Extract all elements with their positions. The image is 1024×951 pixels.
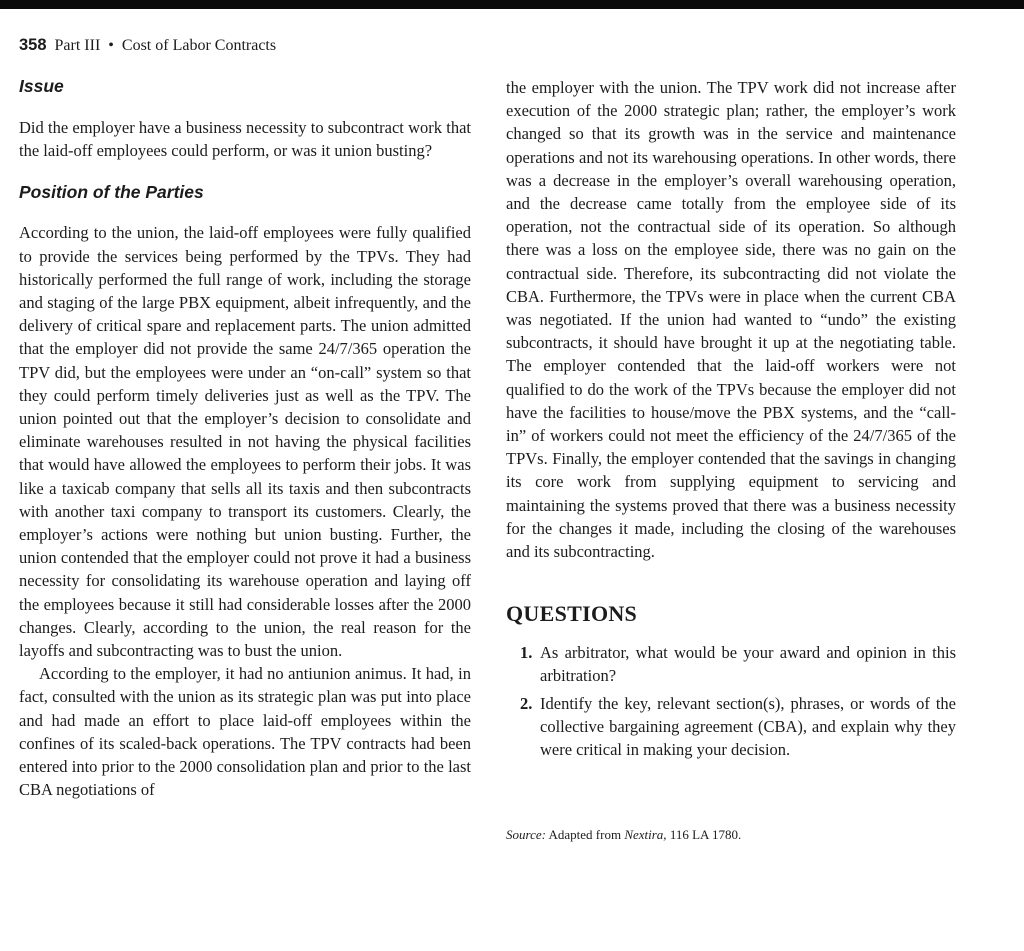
- questions-list: [506, 641, 956, 761]
- source-note: [506, 827, 956, 843]
- question-item: [506, 641, 956, 687]
- question-number: 1.: [520, 643, 533, 663]
- running-title: Part III • Cost of Labor Contracts: [54, 37, 277, 54]
- issue-heading: Issue: [19, 76, 64, 96]
- source-label: Source:: [506, 827, 546, 843]
- right-column: [506, 76, 956, 843]
- questions-heading: QUESTIONS: [506, 601, 638, 627]
- question-item: [506, 692, 956, 762]
- source-case-name: Nextira,: [624, 827, 667, 843]
- employer-position-continued: the employer with the union. The TPV work did not increase after execution of the 2000 strategic plan; rather, the employer’s work changed so that its growth was in the service and maintenance operations and not its warehousing operations. In other words, there was a decrease in the employer’s overall warehousing operation, and the decrease came totally from the employee side of its operation, not the contractual side of its operation. So although there was a loss on the employee side, there was no gain on the contractual side. Therefore, its subcontracting did not violate the CBA. Furthermore, the TPVs were in place when the current CBA was negotiated. If the union had wanted to “undo” the existing subcontracts, it should have brought it up at the negotiating table. The employer contended that the laid-off workers were not qualified to do the work of the TPVs because the employer did not have the facilities to house/move the PBX systems, and the “call-in” of workers could not meet the efficiency of the 24/7/365 of the TPVs. Finally, the employer contended that the savings in changing its core work from supplying equipment to servicing and maintaining the systems proved that there was a business necessity for the changes it made, including the closing of the warehouses and its subcontracting.: [506, 78, 956, 562]
- employer-position-paragraph: According to the employer, it had no antiunion animus. It had, in fact, consulted with the union as its strategic plan was put into place and had made an effort to place laid-off employees within the confines of its scaled-back operations. The TPV contracts had been entered into prior to the 2000 consolidation plan and prior to the last CBA negotiations of: [19, 664, 471, 800]
- running-header: [19, 36, 276, 55]
- issue-text: Did the employer have a business necessity to subcontract work that the laid-off employees could perform, or was it union busting?: [19, 118, 471, 161]
- top-black-bar: [0, 0, 1024, 9]
- source-text: Adapted from: [548, 827, 622, 843]
- source-citation: 116 LA 1780.: [669, 827, 742, 843]
- question-text: Identify the key, relevant section(s), phrases, or words of the collective bargaining agreement (CBA), and explain why they were critical in making your decision.: [540, 693, 956, 760]
- left-column: [19, 76, 471, 801]
- union-position-paragraph: According to the union, the laid-off employees were fully qualified to provide the services being performed by the TPVs. They had historically performed the full range of work, including the storage and staging of the large PBX equipment, albeit infrequently, and the delivery of critical spare and replacement parts. The union admitted that the employer did not provide the same 24/7/365 operation the TPV did, but the employees were under an “on-call” system so that they could perform timely deliveries just as well as the TPV. The union pointed out that the employer’s decision to consolidate and eliminate warehouses resulted in not having the physical facilities that would have allowed the employees to perform their jobs. It was like a taxicab company that sells all its taxis and then subcontracts with another taxi company to transport its customers. Clearly, the employer’s actions were nothing but union busting. Further, the union contended that the employer could not prove it had a business necessity for consolidating its warehouse operation and laying off the employees because it still had considerable losses after the 2000 changes. Clearly, according to the union, the real reason for the layoffs and subcontracting was to bust the union.: [19, 223, 471, 661]
- page-number: 358: [19, 36, 47, 54]
- question-number: 2.: [520, 693, 533, 713]
- position-heading: Position of the Parties: [19, 182, 204, 203]
- question-text: As arbitrator, what would be your award and opinion in this arbitration?: [540, 643, 956, 686]
